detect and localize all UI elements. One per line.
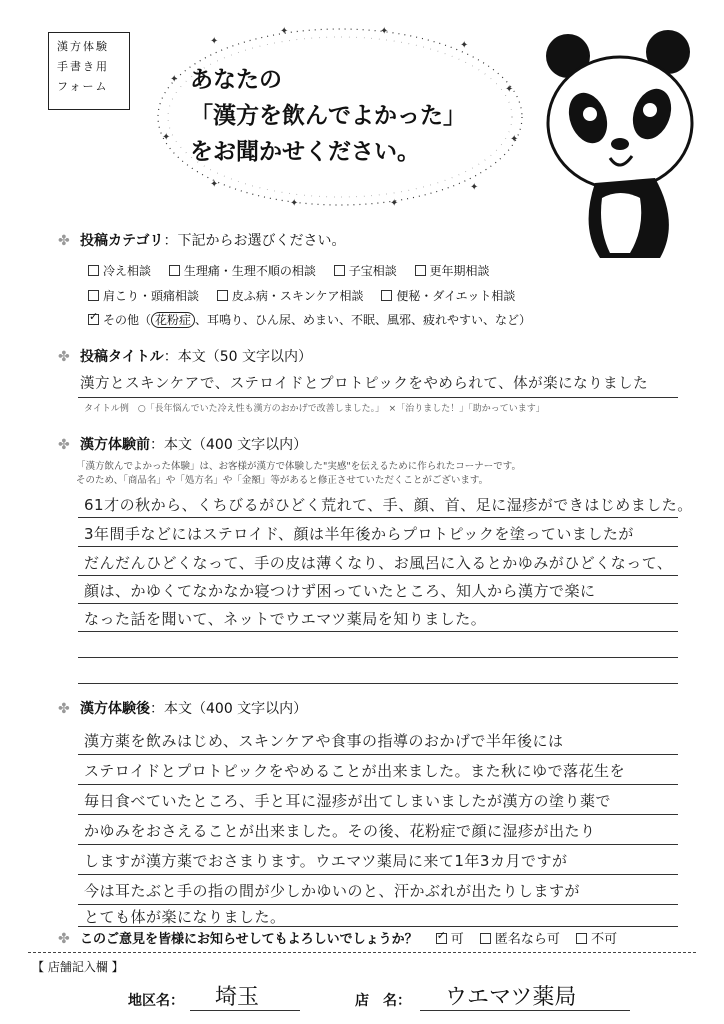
after-text-line[interactable]: 毎日食べていたところ、手と耳に湿疹が出てしまいましたが漢方の塗り薬で [84, 792, 612, 810]
area-value[interactable]: 埼玉 [215, 985, 260, 1010]
headline-line: をお聞かせください。 [190, 139, 420, 165]
checkbox-checked[interactable] [436, 933, 447, 944]
svg-text:✦: ✦ [290, 198, 299, 209]
checkbox[interactable] [169, 265, 180, 276]
svg-text:✦: ✦ [280, 26, 289, 37]
ruled-line [78, 925, 678, 927]
before-text-line[interactable]: なった話を聞いて、ネットでウエマツ薬局を知りました。 [84, 610, 487, 628]
ruled-line [78, 545, 678, 547]
headline-line: 「漢方を飲んでよかった」 [190, 103, 466, 129]
store-value[interactable]: ウエマツ薬局 [445, 985, 577, 1010]
title-example: タイトル例 ○「長年悩んでいた冷え性も漢方のおかげで改善しました。」 ×「治りました！」「助かっています」 [84, 404, 545, 414]
after-text-line[interactable]: とても体が楽になりました。 [84, 908, 286, 926]
ruled-line [78, 396, 678, 398]
checkbox[interactable] [334, 265, 345, 276]
headline-line: あなたの [190, 67, 282, 93]
store-underline [420, 1010, 630, 1011]
after-heading: ✤ 漢方体験後：本文（400 文字以内） [58, 701, 308, 717]
svg-text:✦: ✦ [470, 182, 479, 193]
category-option[interactable]: 生理痛・生理不順の相談 [169, 264, 316, 278]
checkbox[interactable] [381, 290, 392, 301]
ruled-line [78, 630, 678, 632]
ruled-line [78, 873, 678, 875]
other-label: その他 [103, 313, 140, 327]
ruled-line [78, 656, 678, 658]
category-option[interactable]: 子宝相談 [334, 264, 397, 278]
svg-text:✦: ✦ [505, 84, 514, 95]
post-title-heading: ✤ 投稿タイトル：本文（50 文字以内） [58, 349, 312, 365]
circled-option: 花粉症 [151, 312, 195, 328]
ruled-line [78, 903, 678, 905]
after-text-line[interactable]: しますが漢方薬でおさまります。ウエマツ薬局に来て1年3カ月ですが [84, 852, 568, 870]
ruled-line [78, 574, 678, 576]
category-option[interactable]: 皮ふ病・スキンケア相談 [217, 289, 364, 303]
before-text-line[interactable]: だんだんひどくなって、手の皮は薄くなり、お風呂に入るとかゆみがひどくなって、 [84, 554, 673, 572]
svg-text:✦: ✦ [460, 40, 469, 51]
category-option[interactable]: 更年期相談 [415, 264, 490, 278]
category-option[interactable]: 便秘・ダイエット相談 [381, 289, 515, 303]
ruled-line [78, 682, 678, 684]
svg-text:✦: ✦ [210, 36, 219, 47]
category-row-2 [88, 287, 529, 304]
post-title-handwritten[interactable]: 漢方とスキンケアで、ステロイドとプロトピックをやめられて、体が楽になりました [80, 376, 649, 392]
svg-text:✦: ✦ [380, 26, 389, 37]
consent-option[interactable]: 不可 [576, 932, 617, 947]
dashed-divider [28, 952, 696, 953]
clover-icon: ✤ [58, 349, 70, 365]
consent-option[interactable]: ✓ 可 [436, 932, 464, 947]
svg-text:✦: ✦ [162, 132, 171, 143]
before-text-line[interactable]: 61才の秋から、くちびるがひどく荒れて、手、顔、首、足に湿疹ができはじめました。 [84, 496, 693, 514]
ruled-line [78, 813, 678, 815]
ruled-line [78, 753, 678, 755]
category-option[interactable]: 冷え相談 [88, 264, 151, 278]
form-tag-line: フォーム [57, 80, 109, 93]
consent-question: このご意見を皆様にお知らせしてもよろしいでしょうか？ [80, 932, 418, 947]
ruled-line [78, 516, 678, 518]
after-text-line[interactable]: 漢方薬を飲みはじめ、スキンケアや食事の指導のおかげで半年後には [84, 732, 564, 750]
svg-text:✦: ✦ [510, 134, 519, 145]
area-label: 地区名： [128, 993, 184, 1009]
form-tag-line: 漢方体験 [57, 40, 109, 53]
svg-text:✦: ✦ [210, 179, 219, 190]
category-heading [58, 230, 345, 250]
after-text-line[interactable]: ステロイドとプロトピックをやめることが出来ました。また秋にゆで落花生を [84, 762, 626, 780]
area-underline [190, 1010, 300, 1011]
category-row-1 [88, 262, 504, 279]
checkbox[interactable] [88, 290, 99, 301]
before-intro: そのため、「商品名」や「処方名」や「金額」等があると修正させていただくことがございます。 [76, 475, 489, 486]
ruled-line [78, 843, 678, 845]
consent-row [58, 928, 617, 947]
form-tag [48, 32, 130, 110]
svg-text:✦: ✦ [390, 198, 399, 209]
before-text-line[interactable]: 顔は、かゆくてなかなか寝つけず困っていたところ、知人から漢方で楽に [84, 582, 596, 600]
svg-text:✦: ✦ [170, 74, 179, 85]
checkbox[interactable] [415, 265, 426, 276]
clover-icon: ✤ [58, 437, 70, 453]
category-title: 投稿カテゴリ [80, 233, 164, 249]
category-row-3: ✓その他（ 花粉症 、耳鳴り、ひん尿、めまい、不眠、風邪、疲れやすい、など） [88, 311, 531, 328]
consent-option[interactable]: 匿名なら可 [480, 932, 560, 947]
ruled-line [78, 602, 678, 604]
other-rest: 、耳鳴り、ひん尿、めまい、不眠、風邪、疲れやすい、など） [195, 313, 532, 327]
category-option[interactable]: 肩こり・頭痛相談 [88, 289, 199, 303]
store-section-label: 【 店舗記入欄 】 [32, 960, 124, 974]
before-intro: 「漢方飲んでよかった体験」は、お客様が漢方で体験した"実感"を伝えるために作られたコーナーです。 [76, 461, 521, 472]
before-heading: ✤ 漢方体験前：本文（400 文字以内） [58, 437, 308, 453]
clover-icon: ✤ [58, 233, 70, 249]
store-label: 店 名： [355, 993, 411, 1009]
clover-icon: ✤ [58, 701, 70, 717]
category-note: ：下記からお選びください。 [163, 233, 346, 249]
before-text-line[interactable]: 3年間手などにはステロイド、顔は半年後からプロトピックを塗っていましたが [84, 525, 634, 543]
checkbox[interactable] [88, 265, 99, 276]
form-tag-line: 手書き用 [57, 60, 109, 73]
panda-illustration [540, 28, 700, 268]
after-text-line[interactable]: 今は耳たぶと手の指の間が少しかゆいのと、汗かぶれが出たりしますが [84, 882, 581, 900]
ruled-line [78, 783, 678, 785]
headline [190, 62, 490, 170]
after-text-line[interactable]: かゆみをおさえることが出来ました。その後、花粉症で顔に湿疹が出たり [84, 822, 596, 840]
clover-icon: ✤ [58, 931, 70, 947]
checkbox[interactable] [576, 933, 587, 944]
checkbox[interactable] [480, 933, 491, 944]
checkbox[interactable] [217, 290, 228, 301]
checkbox-checked[interactable] [88, 314, 99, 325]
